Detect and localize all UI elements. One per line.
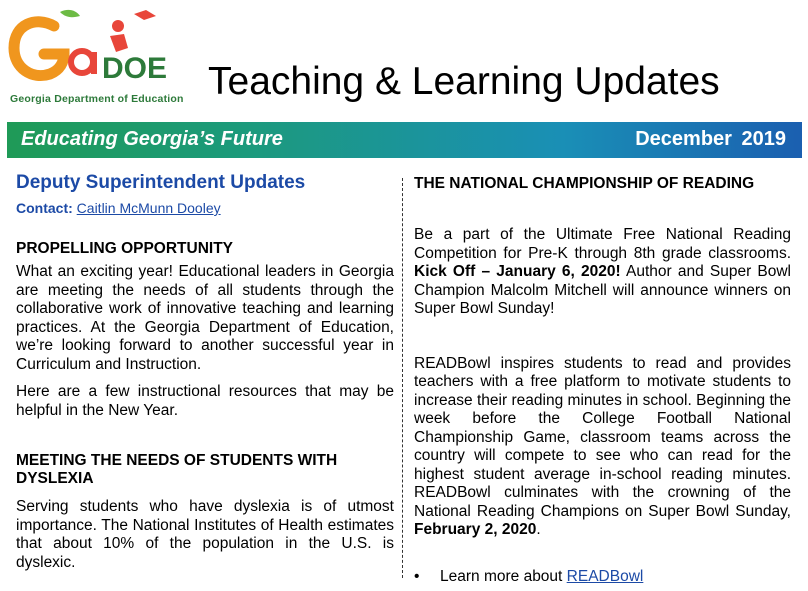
logo-subtitle: Georgia Department of Education: [10, 93, 184, 105]
details-text-b: .: [536, 521, 541, 538]
left-column: [16, 172, 394, 572]
heading-propelling-opportunity: PROPELLING OPPORTUNITY: [16, 240, 234, 257]
gadoe-logo: [6, 8, 196, 104]
bullet-text: Learn more about READBowl: [440, 567, 644, 585]
readbowl-link[interactable]: READBowl: [566, 567, 644, 585]
details-text-a: READBowl inspires students to read and provides teachers with a free platform to motivate students to increase their reading minutes in school. Beginning the week before the College Football National Championship Game, classroom teams across the country will compete to see who can read for the highest student average in-school reading minutes. READBowl culminates with the crowning of the National Reading Champions on Super Bowl Sunday,: [414, 354, 791, 520]
contact-line: [16, 200, 394, 216]
paragraph-readbowl-intro: [414, 226, 791, 319]
bullet-icon: •: [414, 567, 420, 585]
paragraph-dyslexia: Serving students who have dyslexia is of utmost importance. The National Institutes of Health estimates that about 10% of the population in the U.S. is dyslexic.: [16, 498, 394, 571]
list-item: [414, 568, 791, 586]
heading-national-championship: THE NATIONAL CHAMPIONSHIP OF READING: [414, 175, 755, 192]
banner-date: December 2019: [635, 128, 786, 150]
banner-tagline: Educating Georgia’s Future: [21, 128, 283, 150]
newsletter-title: Teaching & Learning Updates: [208, 60, 720, 103]
right-column: [414, 172, 791, 586]
contact-label: Contact:: [16, 200, 73, 216]
paragraph-readbowl-details: [414, 355, 791, 540]
header-banner: [7, 122, 802, 158]
heading-dyslexia: MEETING THE NEEDS OF STUDENTS WITH DYSLEXIA: [16, 452, 338, 487]
contact-link[interactable]: Caitlin McMunn Dooley: [76, 200, 221, 216]
paragraph-propelling: What an exciting year! Educational leaders in Georgia are meeting the needs of all students through the collaborative work of innovative teaching and learning practices. At the Georgia Department of Education, we’re looking forward to another successful year in Curriculum and Instruction.: [16, 263, 394, 373]
intro-text-a: Be a part of the Ultimate Free National Reading Competition for Pre-K through 8th grade classrooms.: [414, 226, 791, 262]
column-divider: [402, 178, 403, 578]
gadoe-logo-graphic: [6, 8, 196, 88]
intro-text-b: Author and Super Bowl Champion Malcolm Mitchell will announce winners on Super Bowl Sunday!: [414, 263, 791, 317]
final-date: February 2, 2020: [414, 521, 537, 538]
section-title: Deputy Superintendent Updates: [16, 172, 306, 193]
kickoff-date: Kick Off – January 6, 2020!: [414, 263, 621, 280]
svg-text:DOE: DOE: [102, 52, 168, 85]
paragraph-resources: Here are a few instructional resources that may be helpful in the New Year.: [16, 383, 394, 419]
